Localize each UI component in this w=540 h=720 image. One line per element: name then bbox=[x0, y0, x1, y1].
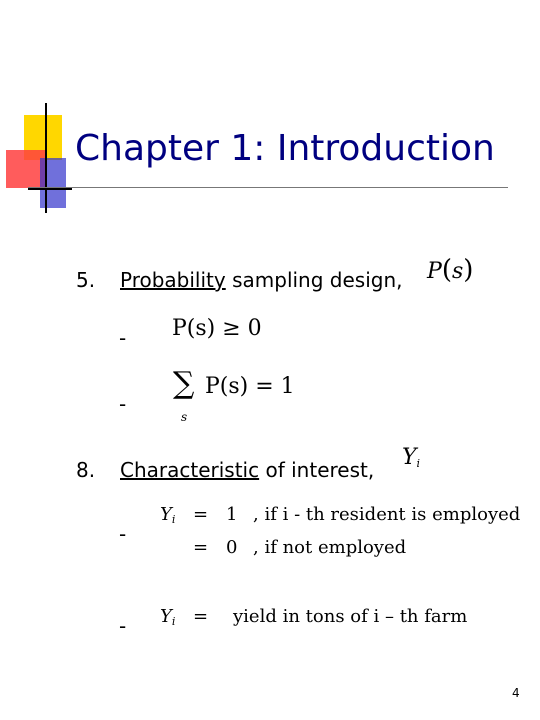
item-8-bullet-1-dash: - bbox=[119, 522, 127, 546]
item-8-bullet-2-Y-letter: Y bbox=[160, 606, 172, 627]
item-8-symbol-i: i bbox=[416, 457, 421, 470]
item-8-bullet-2-Y-sub: i bbox=[171, 615, 176, 628]
item-8-number: 8. bbox=[76, 458, 96, 482]
deco-blue-square bbox=[40, 158, 66, 208]
item-5-text: sampling design, bbox=[225, 268, 403, 292]
item-8-bullet-1-Y-sub: i bbox=[171, 513, 176, 526]
item-5-formula-s: s bbox=[451, 259, 464, 284]
item-5-bullet-1-formula: P(s) ≥ 0 bbox=[172, 316, 262, 341]
deco-horizontal-line-short bbox=[28, 188, 72, 190]
item-5-bullet-1-dash: - bbox=[119, 326, 127, 350]
item-8-text: of interest, bbox=[259, 458, 375, 482]
item-5-number: 5. bbox=[76, 268, 96, 292]
item-5-bullet-2-dash: - bbox=[119, 392, 127, 416]
item-8-bullet-1-val1: 1 bbox=[226, 504, 238, 525]
item-8-bullet-1-eq2: = bbox=[193, 537, 209, 558]
item-8-underlined: Characteristic bbox=[120, 458, 260, 482]
item-5-bullet-2-sigma: ∑ bbox=[173, 366, 195, 401]
item-8-bullet-2-text: yield in tons of i – th farm bbox=[233, 606, 468, 627]
item-5-line bbox=[76, 268, 403, 292]
item-8-bullet-1-cond1: , if i - th resident is employed bbox=[253, 504, 521, 525]
item-5-formula-P: P bbox=[427, 259, 442, 284]
item-8-bullet-1-cond2: , if not employed bbox=[253, 537, 407, 558]
item-5-formula: P(s) bbox=[427, 255, 474, 285]
item-8-bullet-2-Y bbox=[160, 606, 175, 628]
item-5-bullet-2-formula: P(s) = 1 bbox=[205, 374, 295, 399]
page-title: Chapter 1: Introduction bbox=[75, 128, 495, 169]
item-8-bullet-2-eq: = bbox=[193, 606, 209, 627]
item-8-bullet-1-Y-letter: Y bbox=[160, 504, 172, 525]
item-8-bullet-1-val2: 0 bbox=[226, 537, 238, 558]
page-number: 4 bbox=[512, 686, 520, 700]
item-8-bullet-2-dash: - bbox=[119, 614, 127, 638]
item-8-line bbox=[76, 458, 374, 482]
deco-vertical-line bbox=[45, 103, 47, 213]
item-8-symbol-Y: Y bbox=[402, 445, 417, 470]
item-8-bullet-1-Y bbox=[160, 504, 175, 526]
deco-horizontal-line bbox=[28, 187, 508, 188]
item-5-underlined: Probability bbox=[120, 268, 226, 292]
item-8-bullet-1-eq1: = bbox=[193, 504, 209, 525]
item-5-bullet-2-sub: s bbox=[181, 410, 188, 424]
item-8-symbol bbox=[402, 445, 420, 470]
